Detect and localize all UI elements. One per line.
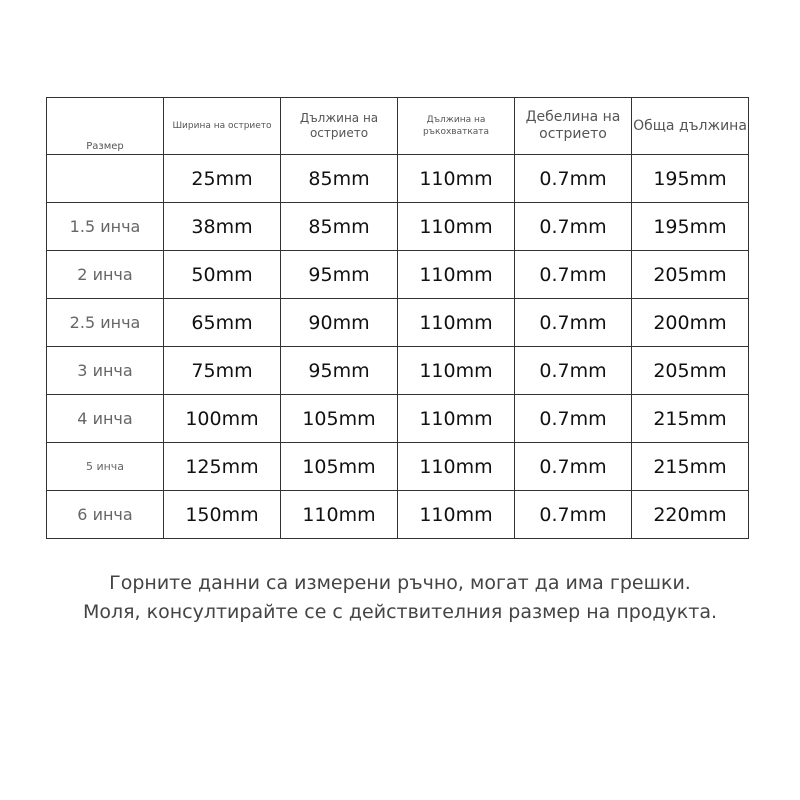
value-cell: 0.7mm (515, 299, 632, 347)
value-cell: 110mm (398, 203, 515, 251)
value-cell: 50mm (164, 251, 281, 299)
header-blade-width: Ширина на острието (164, 98, 281, 155)
value-cell: 95mm (281, 251, 398, 299)
value-cell: 105mm (281, 395, 398, 443)
caption-line-1: Горните данни са измерени ръчно, могат да има грешки. (109, 572, 691, 594)
size-cell: 1.5 инча (47, 203, 164, 251)
value-cell: 65mm (164, 299, 281, 347)
size-cell: 2.5 инча (47, 299, 164, 347)
value-cell: 110mm (281, 491, 398, 539)
value-cell: 200mm (632, 299, 749, 347)
value-cell: 110mm (398, 251, 515, 299)
size-cell: 6 инча (47, 491, 164, 539)
value-cell: 0.7mm (515, 155, 632, 203)
value-cell: 0.7mm (515, 203, 632, 251)
header-total-length: Обща дължина (632, 98, 749, 155)
table-row (47, 251, 749, 299)
header-handle-length: Дължина на ръкохватката (398, 98, 515, 155)
value-cell: 0.7mm (515, 491, 632, 539)
value-cell: 110mm (398, 155, 515, 203)
size-table (46, 97, 749, 539)
size-cell: 5 инча (47, 443, 164, 491)
value-cell: 110mm (398, 347, 515, 395)
size-cell: 3 инча (47, 347, 164, 395)
value-cell: 105mm (281, 443, 398, 491)
header-size: Размер (47, 98, 164, 155)
value-cell: 205mm (632, 251, 749, 299)
value-cell: 0.7mm (515, 251, 632, 299)
value-cell: 95mm (281, 347, 398, 395)
size-cell: 2 инча (47, 251, 164, 299)
table-row (47, 155, 749, 203)
size-cell (47, 155, 164, 203)
value-cell: 195mm (632, 203, 749, 251)
table-row (47, 395, 749, 443)
table-row (47, 443, 749, 491)
table-body (47, 155, 749, 539)
table-row (47, 299, 749, 347)
value-cell: 150mm (164, 491, 281, 539)
caption-line-2: Моля, консултирайте се с действителния размер на продукта. (82, 601, 718, 623)
value-cell: 25mm (164, 155, 281, 203)
value-cell: 0.7mm (515, 395, 632, 443)
value-cell: 205mm (632, 347, 749, 395)
value-cell: 90mm (281, 299, 398, 347)
table-row (47, 491, 749, 539)
header-blade-thickness: Дебелина на острието (515, 98, 632, 155)
value-cell: 0.7mm (515, 443, 632, 491)
value-cell: 85mm (281, 155, 398, 203)
table-row (47, 347, 749, 395)
value-cell: 75mm (164, 347, 281, 395)
header-blade-length: Дължина на острието (281, 98, 398, 155)
value-cell: 195mm (632, 155, 749, 203)
value-cell: 100mm (164, 395, 281, 443)
value-cell: 215mm (632, 395, 749, 443)
value-cell: 220mm (632, 491, 749, 539)
value-cell: 85mm (281, 203, 398, 251)
size-cell: 4 инча (47, 395, 164, 443)
value-cell: 110mm (398, 299, 515, 347)
value-cell: 110mm (398, 443, 515, 491)
table-row (47, 203, 749, 251)
value-cell: 125mm (164, 443, 281, 491)
value-cell: 110mm (398, 395, 515, 443)
header-row (47, 98, 749, 155)
value-cell: 110mm (398, 491, 515, 539)
value-cell: 0.7mm (515, 347, 632, 395)
value-cell: 38mm (164, 203, 281, 251)
value-cell: 215mm (632, 443, 749, 491)
